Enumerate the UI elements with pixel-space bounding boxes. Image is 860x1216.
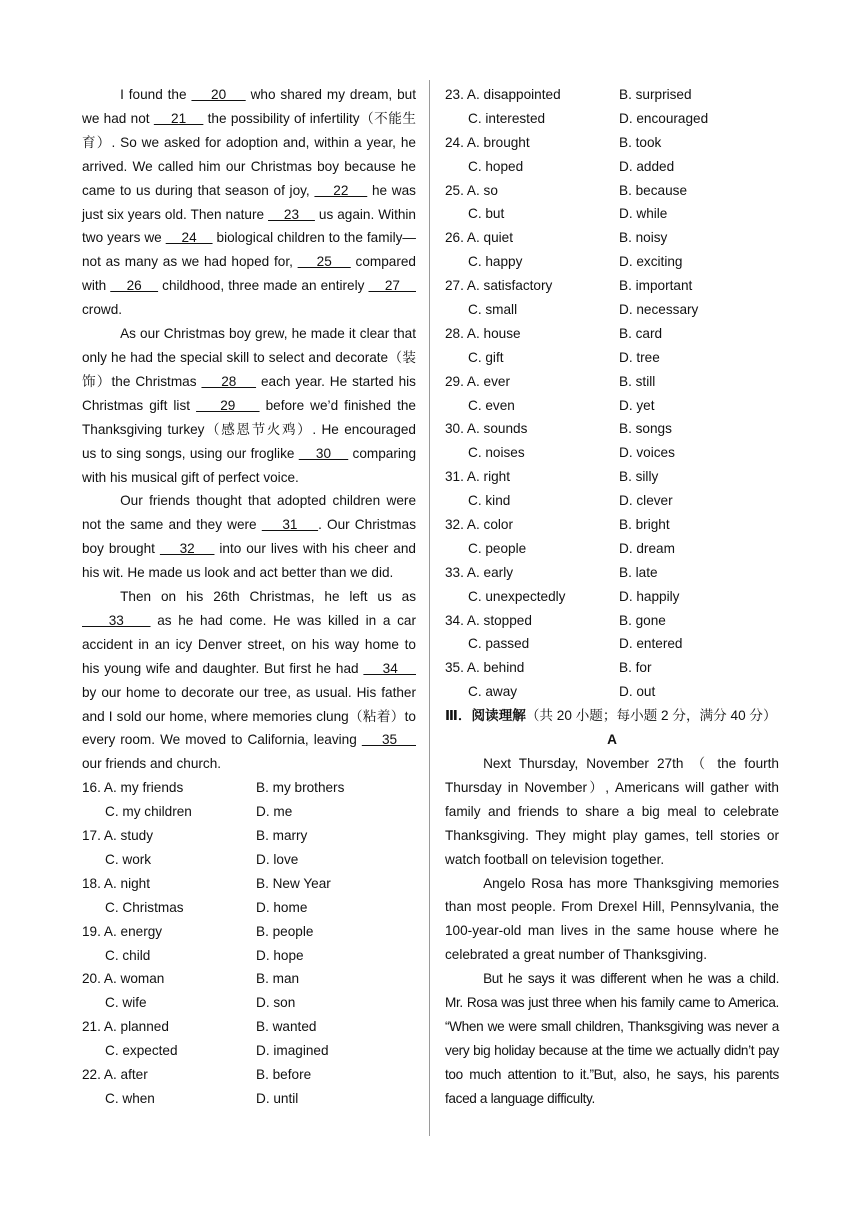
- option-a: 27. A. satisfactory: [445, 278, 553, 294]
- option-b: B. noisy: [619, 230, 668, 246]
- text: each year. He started his Christmas gift list: [82, 373, 416, 413]
- option-b: B. silly: [619, 469, 659, 485]
- option-d: D. son: [256, 995, 296, 1011]
- option-a: 18. A. night: [82, 875, 151, 891]
- passage-paragraph-1: [82, 83, 416, 322]
- question-21: [82, 1015, 416, 1063]
- text: he was just six years old. Then nature: [82, 182, 416, 222]
- blank-33: 33: [82, 612, 151, 628]
- option-a: 25. A. so: [445, 182, 498, 198]
- option-c: C. happy: [468, 254, 523, 270]
- question-26: [445, 226, 779, 274]
- option-b: B. still: [619, 373, 656, 389]
- option-b: B. man: [256, 971, 300, 987]
- option-a: 21. A. planned: [82, 1019, 169, 1035]
- option-c: C. expected: [105, 1043, 178, 1059]
- blank-29: 29: [196, 397, 260, 413]
- option-d: D. added: [619, 158, 675, 174]
- option-c: C. interested: [468, 110, 546, 126]
- option-b: B. wanted: [256, 1019, 317, 1035]
- blank-25: 25: [297, 254, 351, 270]
- option-c: C. even: [468, 397, 515, 413]
- option-d: D. until: [256, 1090, 299, 1106]
- option-a: 22. A. after: [82, 1066, 148, 1082]
- text: into our lives with his cheer and his wit. He made us look and act better than we did.: [82, 541, 416, 581]
- option-a: 26. A. quiet: [445, 230, 514, 246]
- text: Then on his 26th Christmas, he left us as: [120, 589, 416, 605]
- left-options-list: [82, 776, 416, 1110]
- question-24: [445, 131, 779, 179]
- text: crowd.: [82, 302, 123, 318]
- question-20: [82, 967, 416, 1015]
- option-b: B. people: [256, 923, 314, 939]
- passage-paragraph-4: [82, 585, 416, 776]
- option-a: 30. A. sounds: [445, 421, 528, 437]
- passage-paragraph-2: [82, 322, 416, 489]
- option-a: 16. A. my friends: [82, 780, 184, 796]
- blank-24: 24: [165, 230, 213, 246]
- right-column: [445, 83, 779, 1111]
- question-34: [445, 609, 779, 657]
- text: before we’d finished the Thanksgiving turkey（感恩节火鸡）. He encouraged us to sing songs, using our froglike: [82, 397, 416, 461]
- question-31: [445, 465, 779, 513]
- section-heading: [445, 704, 779, 728]
- option-a: 23. A. disappointed: [445, 87, 561, 102]
- option-d: D. voices: [619, 445, 675, 461]
- option-b: B. for: [619, 660, 652, 676]
- question-25: [445, 179, 779, 227]
- blank-32: 32: [159, 541, 215, 557]
- option-b: B. my brothers: [256, 780, 345, 796]
- option-d: D. home: [256, 899, 308, 915]
- option-b: B. songs: [619, 421, 672, 437]
- left-column: [82, 83, 416, 1111]
- text: childhood, three made an entirely: [158, 278, 369, 294]
- option-a: 20. A. woman: [82, 971, 165, 987]
- option-a: 29. A. ever: [445, 373, 510, 389]
- text: . Our Christmas boy brought: [82, 517, 416, 557]
- section-heading-title: Ⅲ．阅读理解: [445, 708, 526, 724]
- question-19: [82, 920, 416, 968]
- question-17: [82, 824, 416, 872]
- option-a: 19. A. energy: [82, 923, 163, 939]
- option-d: D. exciting: [619, 254, 683, 270]
- option-d: D. yet: [619, 397, 655, 413]
- reading-paragraph-2: Angelo Rosa has more Thanksgiving memories than most people. From Drexel Hill, Pennsylvania, the 100-year-old man lives in the same house where he celebrated a great number of Thanksgiving.: [445, 875, 779, 963]
- blank-34: 34: [363, 660, 416, 676]
- text: As our Christmas boy grew, he made it clear that only he had the special skill to select and decorate（装饰）the Christmas: [82, 326, 416, 389]
- question-35: [445, 656, 779, 704]
- option-b: B. surprised: [619, 87, 692, 102]
- blank-21: 21: [153, 110, 204, 126]
- option-d: D. entered: [619, 636, 683, 652]
- text: our friends and church.: [82, 756, 222, 772]
- blank-26: 26: [110, 278, 159, 294]
- option-a: 34. A. stopped: [445, 612, 532, 628]
- option-c: C. small: [468, 302, 518, 318]
- option-d: D. while: [619, 206, 668, 222]
- question-16: [82, 776, 416, 824]
- option-d: D. me: [256, 804, 293, 820]
- option-a: 28. A. house: [445, 325, 521, 341]
- question-23: [445, 83, 779, 131]
- blank-28: 28: [201, 373, 257, 389]
- option-c: C. kind: [468, 493, 511, 509]
- option-b: B. card: [619, 325, 663, 341]
- option-d: D. dream: [619, 540, 675, 556]
- text: us again. Within two years we: [82, 206, 416, 246]
- passage-letter: A: [607, 732, 617, 748]
- option-c: C. child: [105, 947, 151, 963]
- option-c: C. work: [105, 851, 152, 867]
- text: Our friends thought that adopted children were not the same and they were: [82, 493, 416, 533]
- option-b: B. New Year: [256, 875, 331, 891]
- text: who shared my dream, but we had not: [82, 87, 416, 126]
- blank-20: 20: [191, 87, 246, 102]
- reading-paragraph-1: Next Thursday, November 27th （ the fourth Thursday in November）, Americans will gather with family and friends to share a big meal to celebrate Thanksgiving. They might play games, tell stories or watch football on television together.: [445, 755, 779, 867]
- option-c: C. but: [468, 206, 505, 222]
- question-29: [445, 370, 779, 418]
- column-divider: [429, 80, 430, 1136]
- blank-35: 35: [361, 732, 416, 748]
- option-a: 32. A. color: [445, 517, 514, 533]
- option-a: 33. A. early: [445, 564, 514, 580]
- option-a: 35. A. behind: [445, 660, 525, 676]
- blank-30: 30: [298, 445, 349, 461]
- option-b: B. late: [619, 564, 658, 580]
- question-28: [445, 322, 779, 370]
- option-d: D. imagined: [256, 1043, 329, 1059]
- option-c: C. my children: [105, 804, 192, 820]
- option-b: B. bright: [619, 517, 670, 533]
- option-c: C. noises: [468, 445, 525, 461]
- option-b: B. before: [256, 1066, 312, 1082]
- question-22: [82, 1063, 416, 1111]
- option-c: C. people: [468, 540, 527, 556]
- right-options-list: [445, 83, 779, 704]
- option-a: 31. A. right: [445, 469, 510, 485]
- option-b: B. took: [619, 134, 662, 150]
- option-d: D. clever: [619, 493, 673, 509]
- option-d: D. tree: [619, 349, 660, 365]
- question-30: [445, 417, 779, 465]
- option-c: C. Christmas: [105, 899, 184, 915]
- text: I found the: [120, 87, 192, 102]
- question-32: [445, 513, 779, 561]
- option-d: D. hope: [256, 947, 304, 963]
- option-c: C. wife: [105, 995, 147, 1011]
- blank-22: 22: [314, 182, 368, 198]
- option-c: C. when: [105, 1090, 155, 1106]
- passage-paragraph-3: [82, 489, 416, 585]
- option-a: 24. A. brought: [445, 134, 530, 150]
- option-c: C. unexpectedly: [468, 588, 566, 604]
- option-b: B. marry: [256, 828, 308, 844]
- option-d: D. love: [256, 851, 299, 867]
- blank-23: 23: [268, 206, 315, 222]
- section-heading-note: （共 20 小题；每小题 2 分，满分 40 分）: [525, 708, 777, 724]
- text: by our home to decorate our tree, as usual. His father and I sold our home, where memories clung（粘着）to every room. We moved to California, leaving: [82, 684, 416, 748]
- question-18: [82, 872, 416, 920]
- question-27: [445, 274, 779, 322]
- blank-27: 27: [368, 278, 416, 294]
- option-a: 17. A. study: [82, 828, 154, 844]
- option-c: C. hoped: [468, 158, 524, 174]
- option-d: D. necessary: [619, 302, 699, 318]
- text: as he had come. He was killed in a car accident in an icy Denver street, on his way home to his young wife and daughter. But first he had: [82, 612, 416, 676]
- text: biological children to the family—not as many as we had hoped for,: [82, 230, 416, 270]
- question-33: [445, 561, 779, 609]
- text: comparing with his musical gift of perfect voice.: [82, 445, 416, 485]
- option-d: D. out: [619, 684, 656, 700]
- text: the possibility of infertility（不能生育）. So we asked for adoption and, within a year, he arrived. We called him our Christmas boy because he came to us during that season of joy,: [82, 110, 416, 198]
- option-d: D. encouraged: [619, 110, 709, 126]
- blank-31: 31: [261, 517, 319, 533]
- option-c: C. away: [468, 684, 518, 700]
- option-b: B. because: [619, 182, 688, 198]
- text: compared with: [82, 254, 416, 294]
- reading-paragraph-3: But he says it was different when he was a child. Mr. Rosa was just three when his family came to America. “When we were small children, Thanksgiving was never a very big holiday because at the time we actually didn’t pay too much attention to it.”But, also, he says, his parents faced a language difficulty.: [445, 971, 779, 1106]
- option-c: C. passed: [468, 636, 530, 652]
- option-b: B. important: [619, 278, 693, 294]
- option-d: D. happily: [619, 588, 680, 604]
- option-c: C. gift: [468, 349, 504, 365]
- option-b: B. gone: [619, 612, 666, 628]
